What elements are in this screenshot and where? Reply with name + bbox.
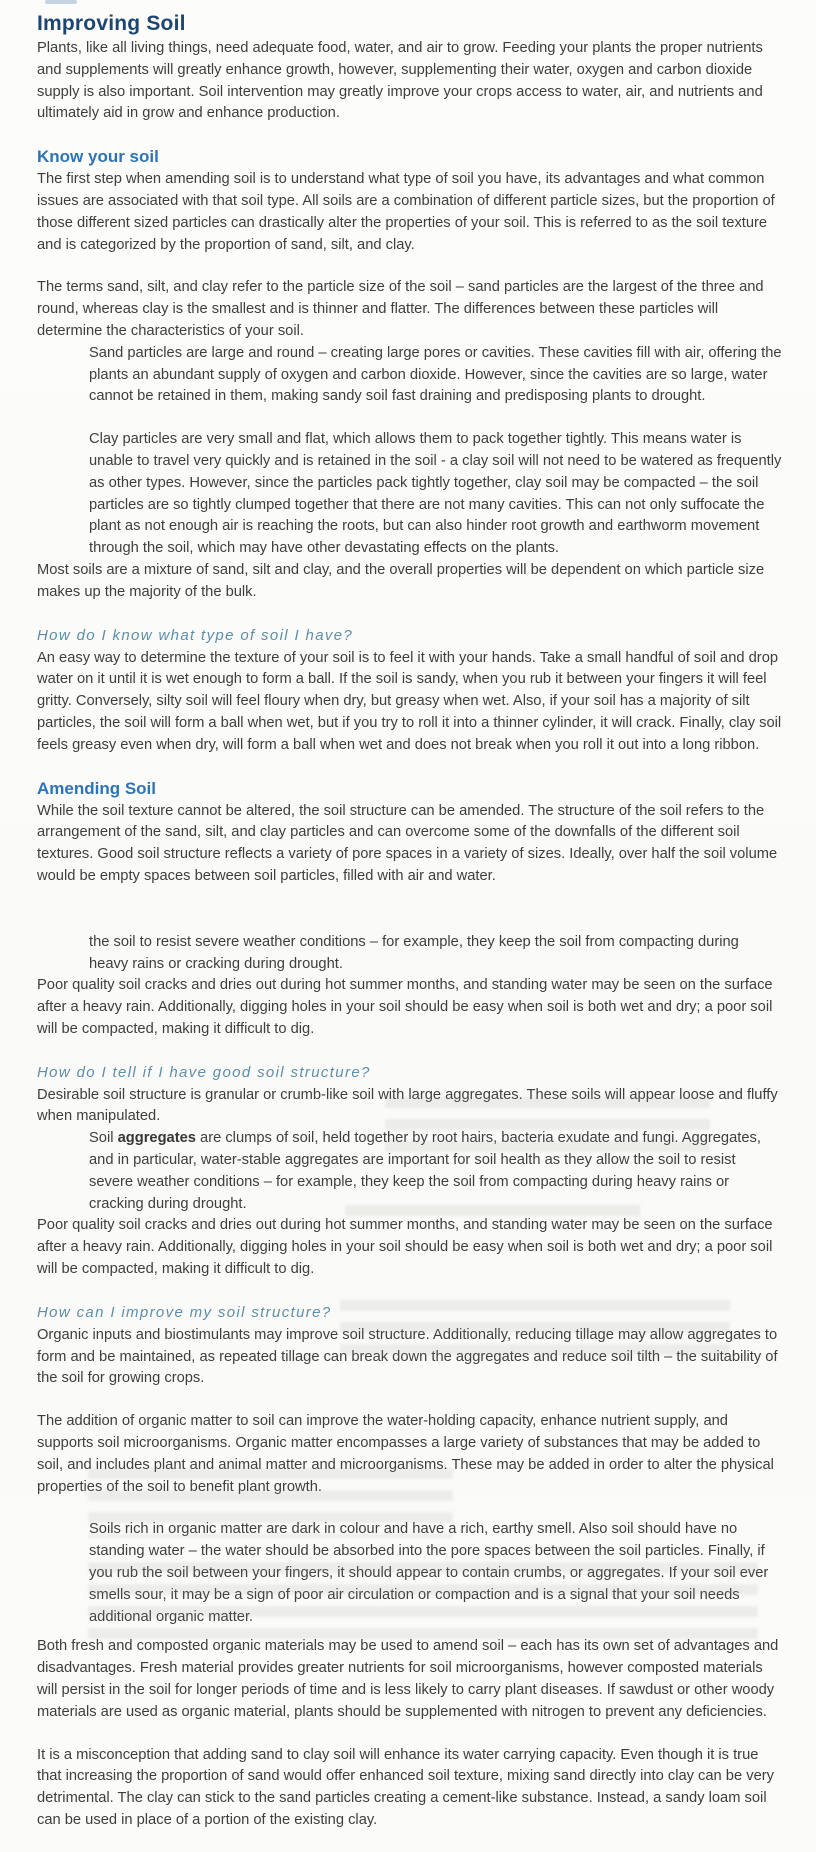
question-heading-soil-type: How do I know what type of soil I have? [37,626,354,644]
paragraph: Both fresh and composted organic materials may be used to amend soil – each has its own set of advantages and disadvantages. Fresh material provides greater nutrients for soil microorganisms, however composted materials will persist in the soil for longer periods of time and is less likely to carry plant diseases. If sawdust or other woody materials are used as organic material, plants should be supplemented with nitrogen to prevent any deficiencies. [37,1638,779,1720]
clay-particles-paragraph: Clay particles are very small and flat, which allows them to pack together tightly. This means water is unable to travel very quickly and is retained in the soil - a clay soil will not need to be watered as frequently as other types. However, since the particles pack tightly together, clay soil may be compacted – the soil particles are so tightly clumped together that there are not many cavities. This can not only suffocate the plant as not enough air is reaching the roots, but can also hinder root growth and earthworm movement through the soil, which may have other devastating effects on the plants. [89,431,782,557]
partial-indented-paragraph: the soil to resist severe weather conditions – for example, they keep the soil from compacting during heavy rains or cracking during drought. [89,933,739,972]
paragraph: While the soil texture cannot be altered, the soil structure can be amended. The structure of the soil refers to the arrangement of the sand, silt, and clay particles and can overcome some of the downfalls of the different soil textures. Good soil structure reflects a variety of pore spaces in a variety of sizes. Ideally, over half the soil volume would be empty spaces between soil particles, filled with air and water. [37,802,778,884]
paragraph: Poor quality soil cracks and dries out during hot summer months, and standing water may be seen on the surface after a heavy rain. Additionally, digging holes in your soil should be easy when soil is both wet and dry; a poor soil will be compacted, making it difficult to dig. [37,977,773,1037]
paragraph: The first step when amending soil is to understand what type of soil you have, its advantages and what common issues are associated with that soil type. All soils are a combination of different particle sizes, but the proportion of those different sized particles can drastically alter the properties of your soil. This is referred to as the soil texture and is categorized by the proportion of sand, silt, and clay. [37,171,775,253]
paragraph: Poor quality soil cracks and dries out during hot summer months, and standing water may be seen on the surface after a heavy rain. Additionally, digging holes in your soil should be easy when soil is both wet and dry; a poor soil will be compacted, making it difficult to dig. [37,1217,773,1278]
page-title: Improving Soil [37,12,186,35]
paragraph: An easy way to determine the texture of your soil is to feel it with your hands. Take a small handful of soil and drop water on it until it is wet enough to form a ball. If the soil is sandy, when you rub it between your fingers it will feel gritty. Conversely, silty soil will feel floury when dry, but greasy when wet. Also, if your soil has a majority of silt particles, the soil will form a ball when wet, but if you try to roll it into a thinner cylinder, it will crack. Finally, clay soil feels greasy even when dry, will form a ball when wet and does not break when you roll it out into a long ribbon. [37,649,782,753]
section-heading-know-your-soil: Know your soil [37,147,159,167]
paragraph: The terms sand, silt, and clay refer to the particle size of the soil – sand particles are the largest of the three and round, whereas clay is the smallest and is thinner and flatter. The differences between these particles will determine the characteristics of your soil. [37,279,764,339]
paragraph: Desirable soil structure is granular or crumb-like soil with large aggregates. These soils will appear loose and fluffy when manipulated. [37,1086,778,1125]
question-heading-good-structure: How do I tell if I have good soil structure? [37,1063,371,1081]
soil-aggregates-paragraph [89,1128,782,1215]
intro-paragraph: Plants, like all living things, need adequate food, water, and air to grow. Feeding your plants the proper nutrients and supplements will greatly enhance growth, however, supplementing their water, oxygen and carbon dioxide supply is also important. Soil intervention may greatly improve your crops access to water, air, and nutrients and ultimately aid in grow and enhance production. [37,40,763,122]
aggregates-bold-term: aggregates [117,1130,196,1147]
question-heading-improve-structure: How can I improve my soil structure? [37,1303,332,1321]
organic-matter-indent-paragraph: Soils rich in organic matter are dark in colour and have a rich, earthy smell. Also soil should have no standing water – the water should be absorbed into the pore spaces between the soil particles. Finally, if you rub the soil between your fingers, it should appear to contain crumbs, or aggregates. If your soil ever smells sour, it may be a sign of poor air circulation or compaction and is a signal that your soil needs additional organic matter. [89,1521,769,1625]
paragraph: Most soils are a mixture of sand, silt and clay, and the overall properties will be dependent on which particle size makes up the majority of the bulk. [37,561,765,600]
aggregates-prefix: Soil [89,1130,118,1147]
sand-particles-paragraph: Sand particles are large and round – creating large pores or cavities. These cavities fill with air, offering the plants an abundant supply of oxygen and carbon dioxide. However, since the cavities are so large, water cannot be retained in them, making sandy soil fast draining and predisposing plants to drought. [89,344,782,405]
paragraph: Organic inputs and biostimulants may improve soil structure. Additionally, reducing tillage may allow aggregates to form and be maintained, as repeated tillage can break down the aggregates and reduce soil tilth – the suitability of the soil for growing crops. [37,1326,778,1387]
scan-artifact [45,0,77,4]
paragraph: The addition of organic matter to soil can improve the water-holding capacity, enhance nutrient supply, and supports soil microorganisms. Organic matter encompasses a large variety of substances that may be added to soil, and includes plant and animal matter and microorganisms. These may be added in order to alter the physical properties of the soil to benefit plant growth. [37,1413,774,1495]
section-heading-amending-soil: Amending Soil [37,778,156,798]
paragraph: It is a misconception that adding sand to clay soil will enhance its water carrying capacity. Even though it is true that increasing the proportion of sand would offer enhanced soil texture, mixing sand directly into clay can be very detrimental. The clay can stick to the sand particles creating a cement-like substance. Instead, a sandy loam soil can be used in place of a portion of the existing clay. [37,1746,774,1828]
aggregates-rest: are clumps of soil, held together by root hairs, bacteria exudate and fungi. Aggregates, and in particular, water-stable aggregates are important for soil health as they allow the soil to resist severe weather conditions – for example, they keep the soil from compacting during heavy rains or cracking during drought. [89,1130,761,1212]
